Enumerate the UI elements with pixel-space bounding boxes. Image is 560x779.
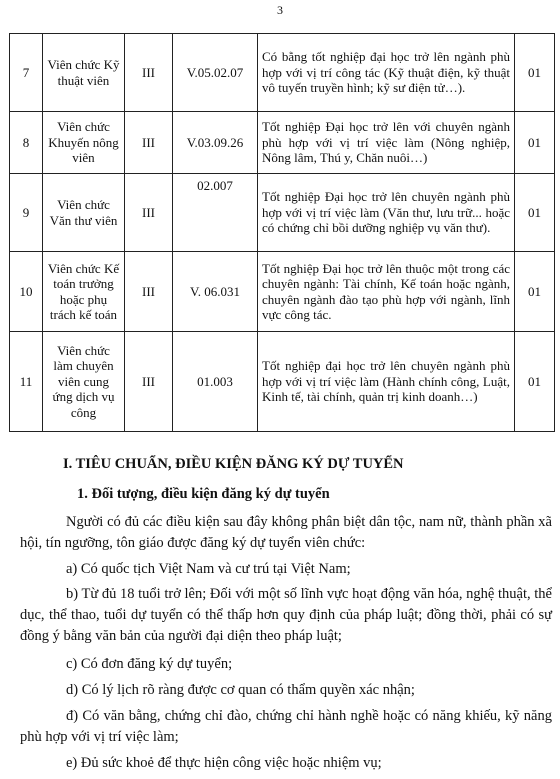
requirement: Tốt nghiệp đại học trở lên chuyên ngành phù hợp với vị trí việc làm (Hành chính công, Luật, Kinh tế, tài chính, quản trị kinh doanh…) (258, 332, 515, 432)
row-number: 8 (10, 112, 43, 174)
position-code: 01.003 (173, 332, 258, 432)
subsection-heading: 1. Đối tượng, điều kiện đăng ký dự tuyển (77, 486, 330, 502)
row-number: 10 (10, 252, 43, 332)
table-row (10, 34, 555, 112)
quantity: 01 (515, 34, 555, 112)
rank: III (125, 34, 173, 112)
position-title: Viên chức làm chuyên viên cung ứng dịch vụ công (43, 332, 125, 432)
requirement: Tốt nghiệp Đại học trở lên thuộc một trong các chuyên ngành: Tài chính, Kế toán hoặc ngành, chuyên ngành đào tạo phù hợp với ngành, lĩnh vực công tác. (258, 252, 515, 332)
row-number: 11 (10, 332, 43, 432)
position-code: V.05.02.07 (173, 34, 258, 112)
table-row (10, 252, 555, 332)
row-number: 9 (10, 174, 43, 252)
section-heading: I. TIÊU CHUẨN, ĐIỀU KIỆN ĐĂNG KÝ DỰ TUYỂN (63, 456, 404, 472)
position-code: 02.007 (173, 174, 258, 252)
table-row (10, 332, 555, 432)
quantity: 01 (515, 112, 555, 174)
position-title: Viên chức Văn thư viên (43, 174, 125, 252)
quantity: 01 (515, 252, 555, 332)
position-title: Viên chức Khuyến nông viên (43, 112, 125, 174)
rank: III (125, 174, 173, 252)
requirement: Tốt nghiệp Đại học trở lên chuyên ngành phù hợp với vị trí việc làm (Văn thư, lưu trữ... hoặc có chứng chỉ bồi dưỡng nghiệp vụ văn thư). (258, 174, 515, 252)
condition-b: b) Từ đủ 18 tuổi trở lên; Đối với một số lĩnh vực hoạt động văn hóa, nghệ thuật, thể dục, thể thao, tuổi dự tuyển có thể thấp hơn quy định của pháp luật; đồng thời, phải có sự đồng ý bằng văn bản của người đại diện theo pháp luật; (20, 586, 552, 644)
rank: III (125, 252, 173, 332)
rank: III (125, 112, 173, 174)
recruitment-table (9, 33, 555, 432)
table-row (10, 112, 555, 174)
condition-d: d) Có lý lịch rõ ràng được cơ quan có thẩm quyền xác nhận; (66, 682, 415, 698)
condition-c: c) Có đơn đăng ký dự tuyển; (66, 656, 233, 672)
position-code: V.03.09.26 (173, 112, 258, 174)
quantity: 01 (515, 174, 555, 252)
requirement: Tốt nghiệp Đại học trở lên với chuyên ngành phù hợp với vị trí việc làm (Nông nghiệp, Nông lâm, Thú y, Chăn nuôi…) (258, 112, 515, 174)
table-row (10, 174, 555, 252)
position-code: V. 06.031 (173, 252, 258, 332)
quantity: 01 (515, 332, 555, 432)
row-number: 7 (10, 34, 43, 112)
intro-paragraph: Người có đủ các điều kiện sau đây không phân biệt dân tộc, nam nữ, thành phần xã hội, tín ngưỡng, tôn giáo được đăng ký dự tuyển viên chức: (20, 514, 552, 551)
position-title: Viên chức Kế toán trưởng hoặc phụ trách kế toán (43, 252, 125, 332)
page-number: 3 (277, 3, 283, 17)
requirement: Có bằng tốt nghiệp đại học trở lên ngành phù hợp với vị trí công tác (Kỹ thuật điện, kỹ thuật vô tuyến truyền hình; kỹ sư điện tử…). (258, 34, 515, 112)
condition-a: a) Có quốc tịch Việt Nam và cư trú tại Việt Nam; (66, 561, 351, 577)
position-title: Viên chức Kỹ thuật viên (43, 34, 125, 112)
condition-e: e) Đủ sức khoẻ để thực hiện công việc hoặc nhiệm vụ; (66, 755, 382, 771)
rank: III (125, 332, 173, 432)
condition-dd: đ) Có văn bằng, chứng chỉ đào, chứng chỉ hành nghề hoặc có năng khiếu, kỹ năng phù hợp với vị trí việc làm; (20, 708, 552, 745)
